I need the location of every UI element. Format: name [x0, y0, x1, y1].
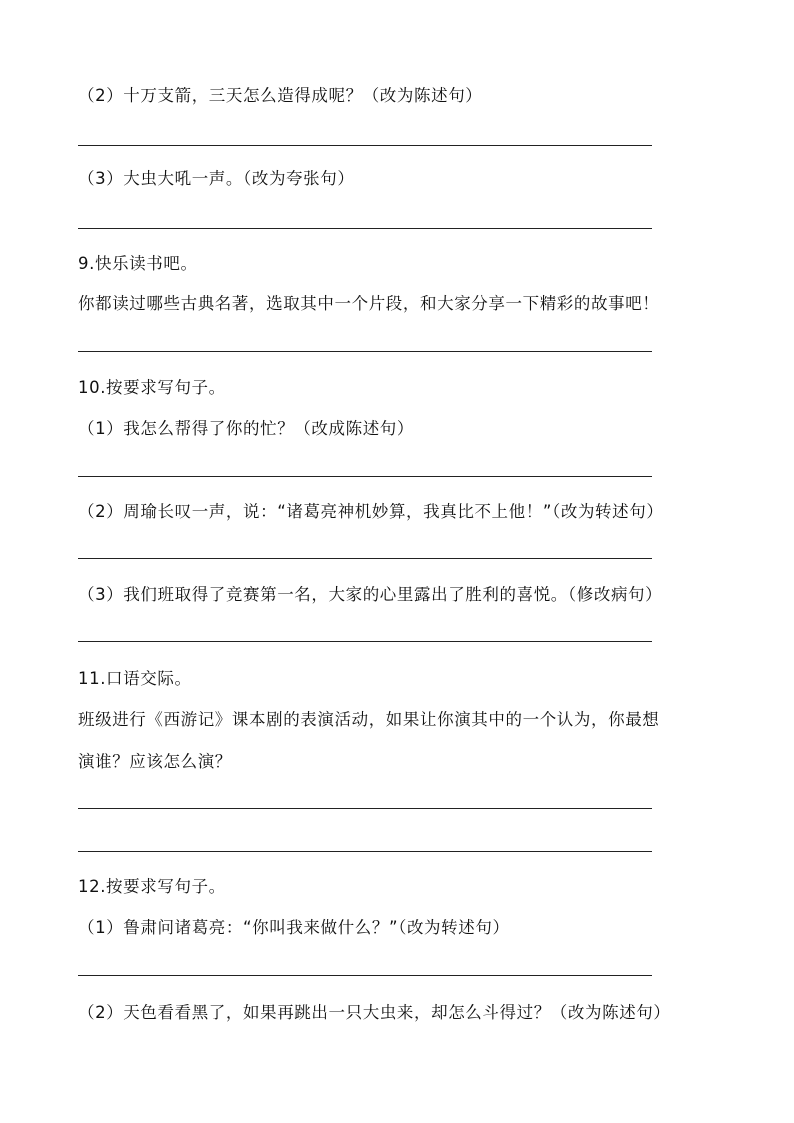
answer-blank-line — [78, 476, 652, 477]
worksheet-text-line: 11.口语交际。 — [78, 669, 192, 688]
worksheet-text-line: （1）鲁肃问诸葛亮：“你叫我来做什么？”（改为转述句） — [78, 918, 510, 937]
worksheet-text-line: （1）我怎么帮得了你的忙？（改成陈述句） — [78, 419, 414, 438]
worksheet-text-line: 9.快乐读书吧。 — [78, 254, 198, 273]
worksheet-text-line: 10.按要求写句子。 — [78, 378, 226, 397]
answer-blank-line — [78, 351, 652, 352]
worksheet-text-line: （2）十万支箭，三天怎么造得成呢？（改为陈述句） — [78, 86, 483, 105]
answer-blank-line — [78, 641, 652, 642]
worksheet-text-line: （2）天色看看黑了，如果再跳出一只大虫来，却怎么斗得过？（改为陈述句） — [78, 1003, 671, 1022]
answer-blank-line — [78, 851, 652, 852]
answer-blank-line — [78, 145, 652, 146]
worksheet-text-line: 班级进行《西游记》课本剧的表演活动，如果让你演其中的一个认为，你最想 — [78, 710, 660, 729]
worksheet-text-line: 你都读过哪些古典名著，选取其中一个片段，和大家分享一下精彩的故事吧！ — [78, 294, 660, 313]
answer-blank-line — [78, 558, 652, 559]
worksheet-text-line: （3）我们班取得了竞赛第一名，大家的心里露出了胜利的喜悦。（修改病句） — [78, 585, 663, 604]
worksheet-text-line: （3）大虫大吼一声。（改为夸张句） — [78, 169, 355, 188]
answer-blank-line — [78, 975, 652, 976]
worksheet-text-line: 12.按要求写句子。 — [78, 877, 226, 896]
answer-blank-line — [78, 808, 652, 809]
worksheet-text-line: 演谁？应该怎么演？ — [78, 752, 232, 771]
answer-blank-line — [78, 228, 652, 229]
worksheet-text-line: （2）周瑜长叹一声，说：“诸葛亮神机妙算，我真比不上他！”（改为转述句） — [78, 502, 664, 521]
